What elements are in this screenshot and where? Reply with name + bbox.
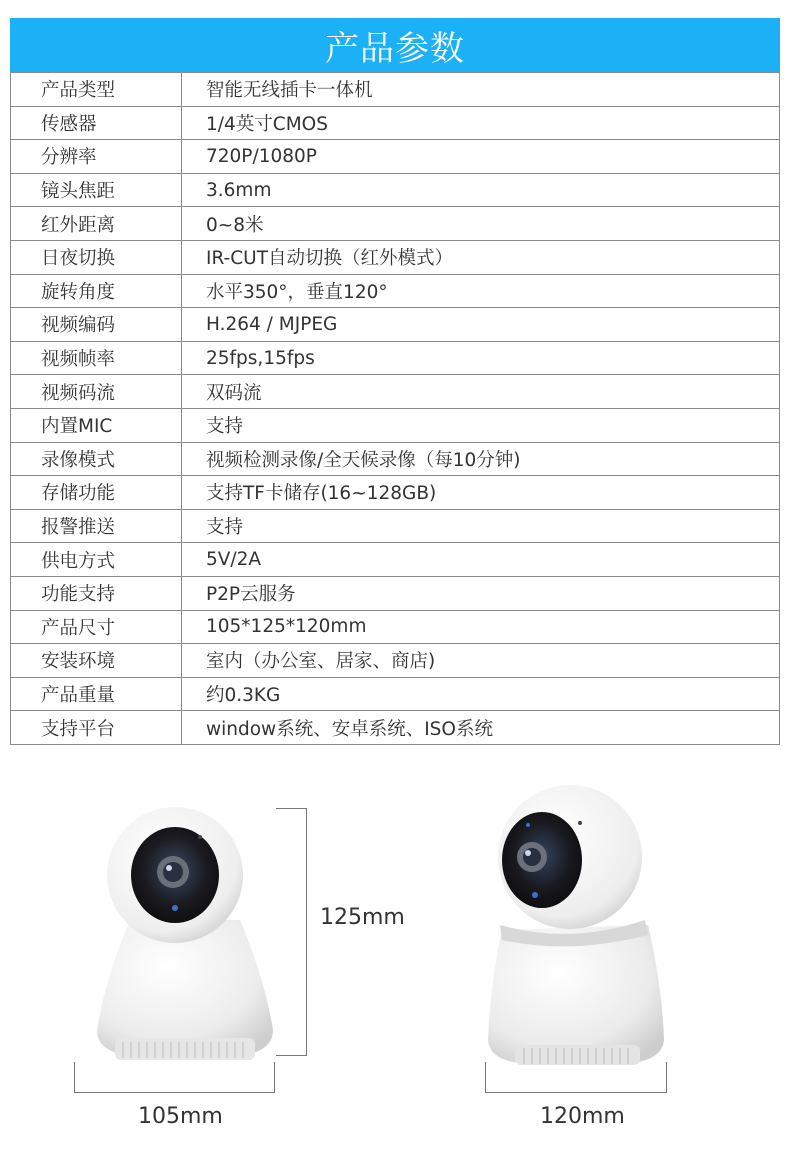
depth-dimension-line: [485, 1092, 667, 1093]
spec-value: 25fps,15fps: [182, 341, 780, 375]
camera-side-image: [480, 785, 680, 1075]
spec-key: 产品尺寸: [11, 610, 182, 644]
depth-dimension-tick-right: [666, 1062, 667, 1092]
spec-value: 视频检测录像/全天候录像（每10分钟): [182, 442, 780, 476]
table-row: [11, 476, 780, 510]
table-row: [11, 106, 780, 140]
height-dimension-tick-bottom: [276, 1055, 306, 1056]
spec-value: H.264 / MJPEG: [182, 308, 780, 342]
width-dimension-line: [74, 1092, 275, 1093]
table-row: [11, 207, 780, 241]
spec-value: 支持: [182, 408, 780, 442]
spec-key: 内置MIC: [11, 408, 182, 442]
table-row: [11, 308, 780, 342]
spec-value: 720P/1080P: [182, 140, 780, 174]
page-title: 产品参数: [325, 28, 465, 69]
table-row: [11, 677, 780, 711]
spec-key: 录像模式: [11, 442, 182, 476]
spec-key: 支持平台: [11, 711, 182, 745]
spec-key: 供电方式: [11, 543, 182, 577]
camera-front-image: [85, 800, 285, 1070]
depth-dimension-label: 120mm: [540, 1104, 625, 1129]
spec-value: P2P云服务: [182, 576, 780, 610]
width-dimension-tick-right: [274, 1062, 275, 1092]
spec-key: 分辨率: [11, 140, 182, 174]
spec-key: 旋转角度: [11, 274, 182, 308]
width-dimension-tick-left: [74, 1062, 75, 1092]
table-row: [11, 543, 780, 577]
table-row: [11, 442, 780, 476]
table-row: [11, 341, 780, 375]
spec-value: 0~8米: [182, 207, 780, 241]
height-dimension-line: [306, 808, 307, 1056]
table-row: [11, 509, 780, 543]
spec-key: 安装环境: [11, 644, 182, 678]
depth-dimension-tick-left: [485, 1062, 486, 1092]
spec-value: window系统、安卓系统、ISO系统: [182, 711, 780, 745]
table-row: [11, 711, 780, 745]
spec-key: 报警推送: [11, 509, 182, 543]
table-row: [11, 408, 780, 442]
spec-key: 镜头焦距: [11, 173, 182, 207]
spec-value: 105*125*120mm: [182, 610, 780, 644]
height-dimension-tick-top: [276, 808, 306, 809]
spec-key: 视频编码: [11, 308, 182, 342]
height-dimension-label: 125mm: [320, 905, 405, 930]
spec-value: 双码流: [182, 375, 780, 409]
spec-value: 支持TF卡储存(16~128GB): [182, 476, 780, 510]
spec-key: 产品类型: [11, 73, 182, 107]
table-row: [11, 644, 780, 678]
spec-key: 视频码流: [11, 375, 182, 409]
spec-value: 水平350°，垂直120°: [182, 274, 780, 308]
spec-value: 5V/2A: [182, 543, 780, 577]
table-row: [11, 240, 780, 274]
spec-value: IR-CUT自动切换（红外模式）: [182, 240, 780, 274]
table-row: [11, 274, 780, 308]
spec-key: 功能支持: [11, 576, 182, 610]
spec-value: 智能无线插卡一体机: [182, 73, 780, 107]
table-row: [11, 576, 780, 610]
table-row: [11, 375, 780, 409]
spec-key: 视频帧率: [11, 341, 182, 375]
spec-key: 存储功能: [11, 476, 182, 510]
spec-value: 支持: [182, 509, 780, 543]
spec-key: 传感器: [11, 106, 182, 140]
table-row: [11, 173, 780, 207]
spec-key: 红外距离: [11, 207, 182, 241]
table-row: [11, 610, 780, 644]
spec-value: 3.6mm: [182, 173, 780, 207]
page-title-bar: [10, 18, 780, 72]
spec-key: 日夜切换: [11, 240, 182, 274]
spec-value: 约0.3KG: [182, 677, 780, 711]
table-row: [11, 140, 780, 174]
table-row: [11, 73, 780, 107]
spec-value: 1/4英寸CMOS: [182, 106, 780, 140]
spec-table: [10, 72, 780, 745]
width-dimension-label: 105mm: [138, 1104, 223, 1129]
spec-value: 室内（办公室、居家、商店): [182, 644, 780, 678]
spec-key: 产品重量: [11, 677, 182, 711]
